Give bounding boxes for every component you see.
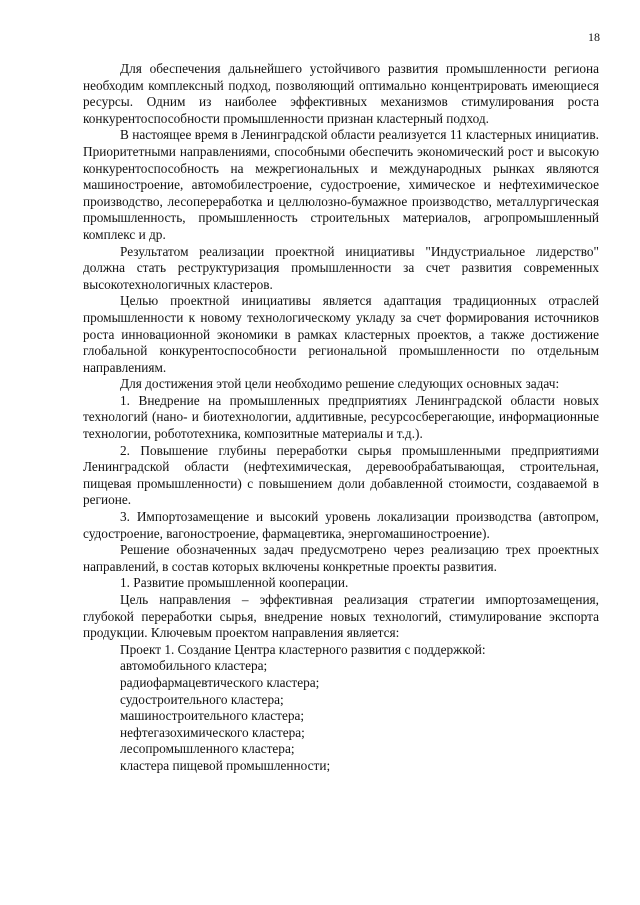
cluster-list-item: кластера пищевой промышленности; bbox=[120, 757, 331, 773]
document-body bbox=[83, 61, 599, 775]
paragraph: Решение обозначенных задач предусмотрено через реализацию трех проектных направлений, в состав которых включены конкретные проекты развития. bbox=[83, 542, 599, 574]
paragraph: Для обеспечения дальнейшего устойчивого развития промышленности региона необходим комплексный подход, позволяющий оптимально концентрировать имеющиеся ресурсы. Одним из наиболее эффективных механизмов стимулирования роста конкурентоспособности промышленности признан кластерный подход. bbox=[83, 61, 599, 126]
cluster-list-item: радиофармацевтического кластера; bbox=[120, 674, 320, 690]
cluster-list-item: нефтегазохимического кластера; bbox=[120, 724, 305, 740]
paragraph: Результатом реализации проектной инициативы "Индустриальное лидерство" должна стать реструктуризация промышленности за счет развития современных высокотехнологичных кластеров. bbox=[83, 243, 599, 292]
page-number: 18 bbox=[588, 30, 600, 44]
section-heading: 1. Развитие промышленной кооперации. bbox=[120, 575, 349, 591]
paragraph: В настоящее время в Ленинградской области реализуется 11 кластерных инициатив. Приоритетными направлениями, способными обеспечить экономический рост и высокую конкурентоспособность на межрегиональных и международных рынках являются машиностроение, автомобилестроение, судостроение, химическое и нефтехимическое производство, лесопереработка и целлюлозно-бумажное производство, металлургическая промышленность, промышленность строительных материалов, агропромышленный комплекс и др. bbox=[83, 127, 599, 242]
cluster-list-item: машиностроительного кластера; bbox=[120, 708, 305, 724]
cluster-list-item: лесопромышленного кластера; bbox=[120, 741, 295, 757]
cluster-list-item: автомобильного кластера; bbox=[120, 658, 268, 674]
paragraph: Цель направления – эффективная реализация стратегии импортозамещения, глубокой переработки сырья, внедрение новых технологий, стимулирование экспорта продукции. Ключевым проектом направления является: bbox=[83, 592, 599, 641]
paragraph: Целью проектной инициативы является адаптация традиционных отраслей промышленности к новому технологическому укладу за счет формирования источников роста инновационной экономики в рамках кластерных проектов, а также достижение глобальной конкурентоспособности региональной промышленности по отдельным направлениям. bbox=[83, 293, 599, 375]
paragraph: Для достижения этой цели необходимо решение следующих основных задач: bbox=[120, 376, 560, 392]
task-item: 2. Повышение глубины переработки сырья промышленными предприятиями Ленинградской области (нефтехимическая, деревообрабатывающая, строительная, пищевая промышленности) с повышением доли добавленной стоимости, создаваемой в регионе. bbox=[83, 442, 599, 508]
task-item: 3. Импортозамещение и высокий уровень локализации производства (автопром, судостроение, вагоностроение, фармацевтика, энергомашиностроение). bbox=[83, 509, 599, 541]
task-item: 1. Внедрение на промышленных предприятиях Ленинградской области новых технологий (нано- и биотехнологии, аддитивные, ресурсосберегающие, информационные технологии, робототехника, композитные материалы и т.д.). bbox=[83, 392, 599, 442]
project-title: Проект 1. Создание Центра кластерного развития с поддержкой: bbox=[120, 641, 486, 657]
cluster-list-item: судостроительного кластера; bbox=[120, 691, 284, 707]
